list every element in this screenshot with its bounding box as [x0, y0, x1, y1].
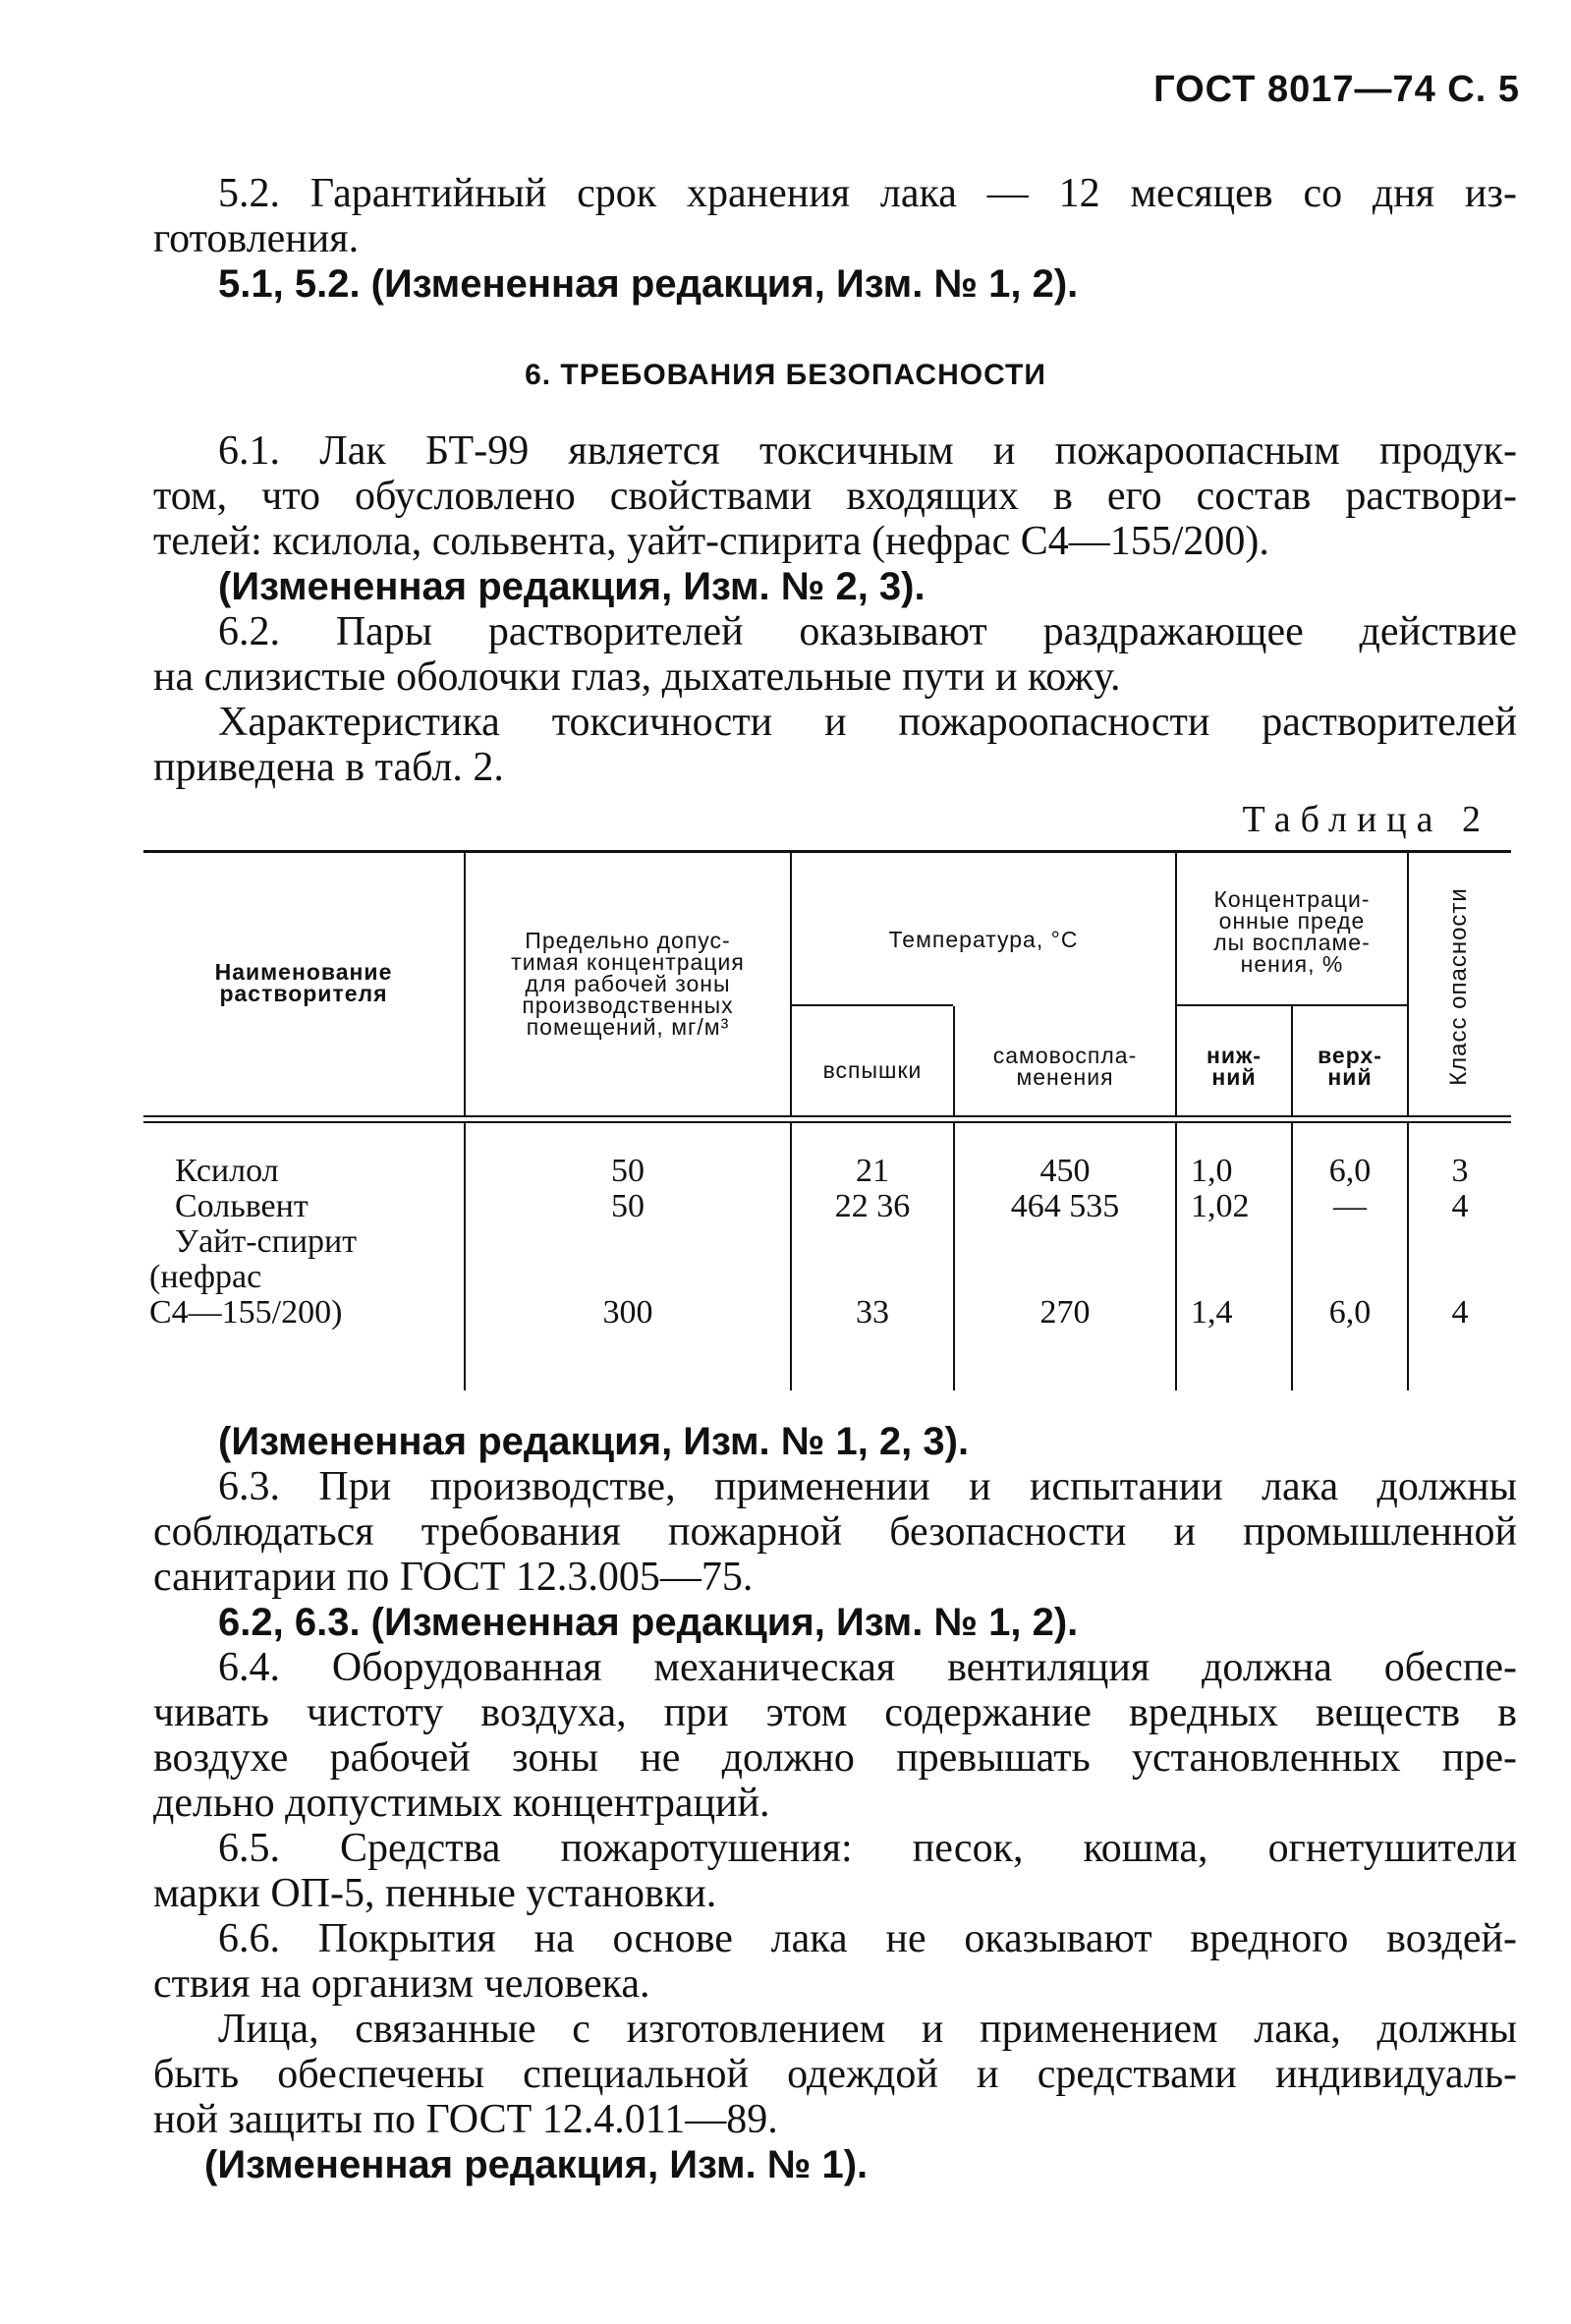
header-bottom-rule1 — [143, 1115, 1511, 1117]
cell-flash-row1: 21 — [856, 1153, 889, 1189]
cell-name-row1: Ксилол — [175, 1153, 279, 1189]
header-temperature: Температура, °С — [888, 927, 1079, 952]
paragraph-6-6-line2: ствия на организм человека. — [153, 1961, 650, 2007]
header-hazard-class: Класс опасности — [1445, 887, 1472, 1086]
paragraph-6-4-line4: дельно допустимых концентраций. — [153, 1781, 770, 1826]
header-bottom-rule2 — [143, 1121, 1511, 1123]
header-upper-limit: верх- ний — [1318, 1043, 1382, 1090]
cell-name-row2: Сольвент — [175, 1188, 309, 1224]
paragraph-5-2-line1: 5.2. Гарантийный срок хранения лака — 12 месяцев со дня из- — [218, 171, 1517, 216]
cell-name-row3-line2: (нефрас — [149, 1259, 262, 1295]
header-concentration-limits: Концентраци- онные преде лы воспламе- нения, % — [1213, 886, 1371, 977]
header-lower-limit: ниж- ний — [1206, 1043, 1262, 1090]
cell-flash-row3: 33 — [856, 1294, 889, 1331]
paragraph-6-6b-line2: быть обеспечены специальной одеждой и средствами индивидуаль- — [153, 2052, 1517, 2097]
cell-autoign-row1: 450 — [1039, 1153, 1091, 1189]
cell-mpc-row1: 50 — [611, 1153, 645, 1189]
paragraph-6-1-line2: том, что обусловлено свойствами входящих в его состав раствори- — [153, 474, 1517, 519]
col-rule-6 — [1407, 853, 1409, 1115]
section-title: 6. ТРЕБОВАНИЯ БЕЗОПАСНОСТИ — [525, 359, 1046, 391]
header-mpc: Предельно допус- тимая концентрация для рабочей зоны производственных помещений, мг/м³ — [511, 928, 745, 1040]
cell-autoign-row3: 270 — [1039, 1294, 1091, 1331]
cell-hazard-row3: 4 — [1451, 1294, 1469, 1331]
cell-autoign-row2: 464 535 — [1010, 1188, 1120, 1224]
cell-name-row3: Уайт-спирит — [175, 1223, 358, 1260]
header-autoignition: самовоспла- менения — [992, 1043, 1138, 1090]
cell-upper-row2: — — [1333, 1188, 1367, 1224]
paragraph-6-4-line2: чивать чистоту воздуха, при этом содержание вредных веществ в — [153, 1690, 1517, 1735]
cell-upper-row1: 6,0 — [1328, 1153, 1372, 1189]
paragraph-6-6-line1: 6.6. Покрытия на основе лака не оказывают вредного воздей- — [218, 1916, 1517, 1961]
paragraph-6-4-line3: воздухе рабочей зоны не должно превышать установленных пре- — [153, 1735, 1517, 1781]
amendment-note-6-6: (Измененная редакция, Изм. № 1). — [204, 2143, 869, 2186]
paragraph-6-4-line1: 6.4. Оборудованная механическая вентиляция должна обеспе- — [218, 1645, 1517, 1690]
header-flash-point: вспышки — [822, 1057, 923, 1083]
amendment-note-5: 5.1, 5.2. (Измененная редакция, Изм. № 1, 2). — [218, 262, 1079, 306]
cell-lower-row2: 1,02 — [1191, 1188, 1250, 1224]
paragraph-6-1-line3: телей: ксилола, сольвента, уайт-спирита (нефрас С4—155/200). — [153, 519, 1269, 564]
cell-name-row3-line3: С4—155/200) — [149, 1294, 343, 1331]
paragraph-6-2-line1: 6.2. Пары растворителей оказывают раздражающее действие — [218, 609, 1517, 654]
paragraph-6-3-line1: 6.3. При производстве, применении и испытании лака должны — [218, 1464, 1517, 1509]
page-header: ГОСТ 8017—74 С. 5 — [1153, 69, 1520, 110]
paragraph-6-3-line2: соблюдаться требования пожарной безопасности и промышленной — [153, 1509, 1517, 1555]
amendment-note-6-1: (Измененная редакция, Изм. № 2, 3). — [218, 565, 926, 608]
paragraph-6-5-line1: 6.5. Средства пожаротушения: песок, кошма, огнетушители — [218, 1826, 1517, 1871]
cell-upper-row3: 6,0 — [1328, 1294, 1372, 1331]
cell-lower-row1: 1,0 — [1191, 1153, 1233, 1189]
cell-lower-row3: 1,4 — [1191, 1294, 1233, 1331]
table-caption: Таблица 2 — [1242, 799, 1490, 840]
cell-mpc-row2: 50 — [611, 1188, 645, 1224]
paragraph-6-3-line3: санитарии по ГОСТ 12.3.005—75. — [153, 1555, 754, 1600]
body-rule-4 — [1175, 1123, 1177, 1390]
paragraph-6-5-line2: марки ОП-5, пенные установки. — [153, 1871, 717, 1916]
conc-subheader-rule — [1177, 1004, 1409, 1006]
cell-mpc-row3: 300 — [602, 1294, 653, 1331]
amendment-note-6-3: 6.2, 6.3. (Измененная редакция, Изм. № 1, 2). — [218, 1601, 1079, 1644]
amendment-note-6-2: (Измененная редакция, Изм. № 1, 2, 3). — [218, 1420, 970, 1463]
paragraph-5-2-line2: готовления. — [153, 216, 360, 261]
paragraph-6-1-line1: 6.1. Лак БТ-99 является токсичным и пожароопасным продук- — [218, 428, 1517, 474]
paragraph-6-2b-line1: Характеристика токсичности и пожароопасности растворителей — [218, 700, 1517, 745]
table-top-rule — [143, 850, 1511, 853]
paragraph-6-2-line2: на слизистые оболочки глаз, дыхательные пути и кожу. — [153, 654, 1121, 700]
paragraph-6-2b-line2: приведена в табл. 2. — [153, 745, 504, 790]
paragraph-6-6b-line1: Лица, связанные с изготовлением и применением лака, должны — [218, 2007, 1517, 2052]
cell-hazard-row1: 3 — [1451, 1153, 1469, 1189]
paragraph-6-6b-line3: ной защиты по ГОСТ 12.4.011—89. — [153, 2097, 778, 2142]
cell-flash-row2: 22 36 — [834, 1188, 911, 1224]
header-solvent-name: Наименование растворителя — [214, 959, 393, 1006]
cell-hazard-row2: 4 — [1451, 1188, 1469, 1224]
temp-subheader-rule — [790, 1004, 953, 1006]
